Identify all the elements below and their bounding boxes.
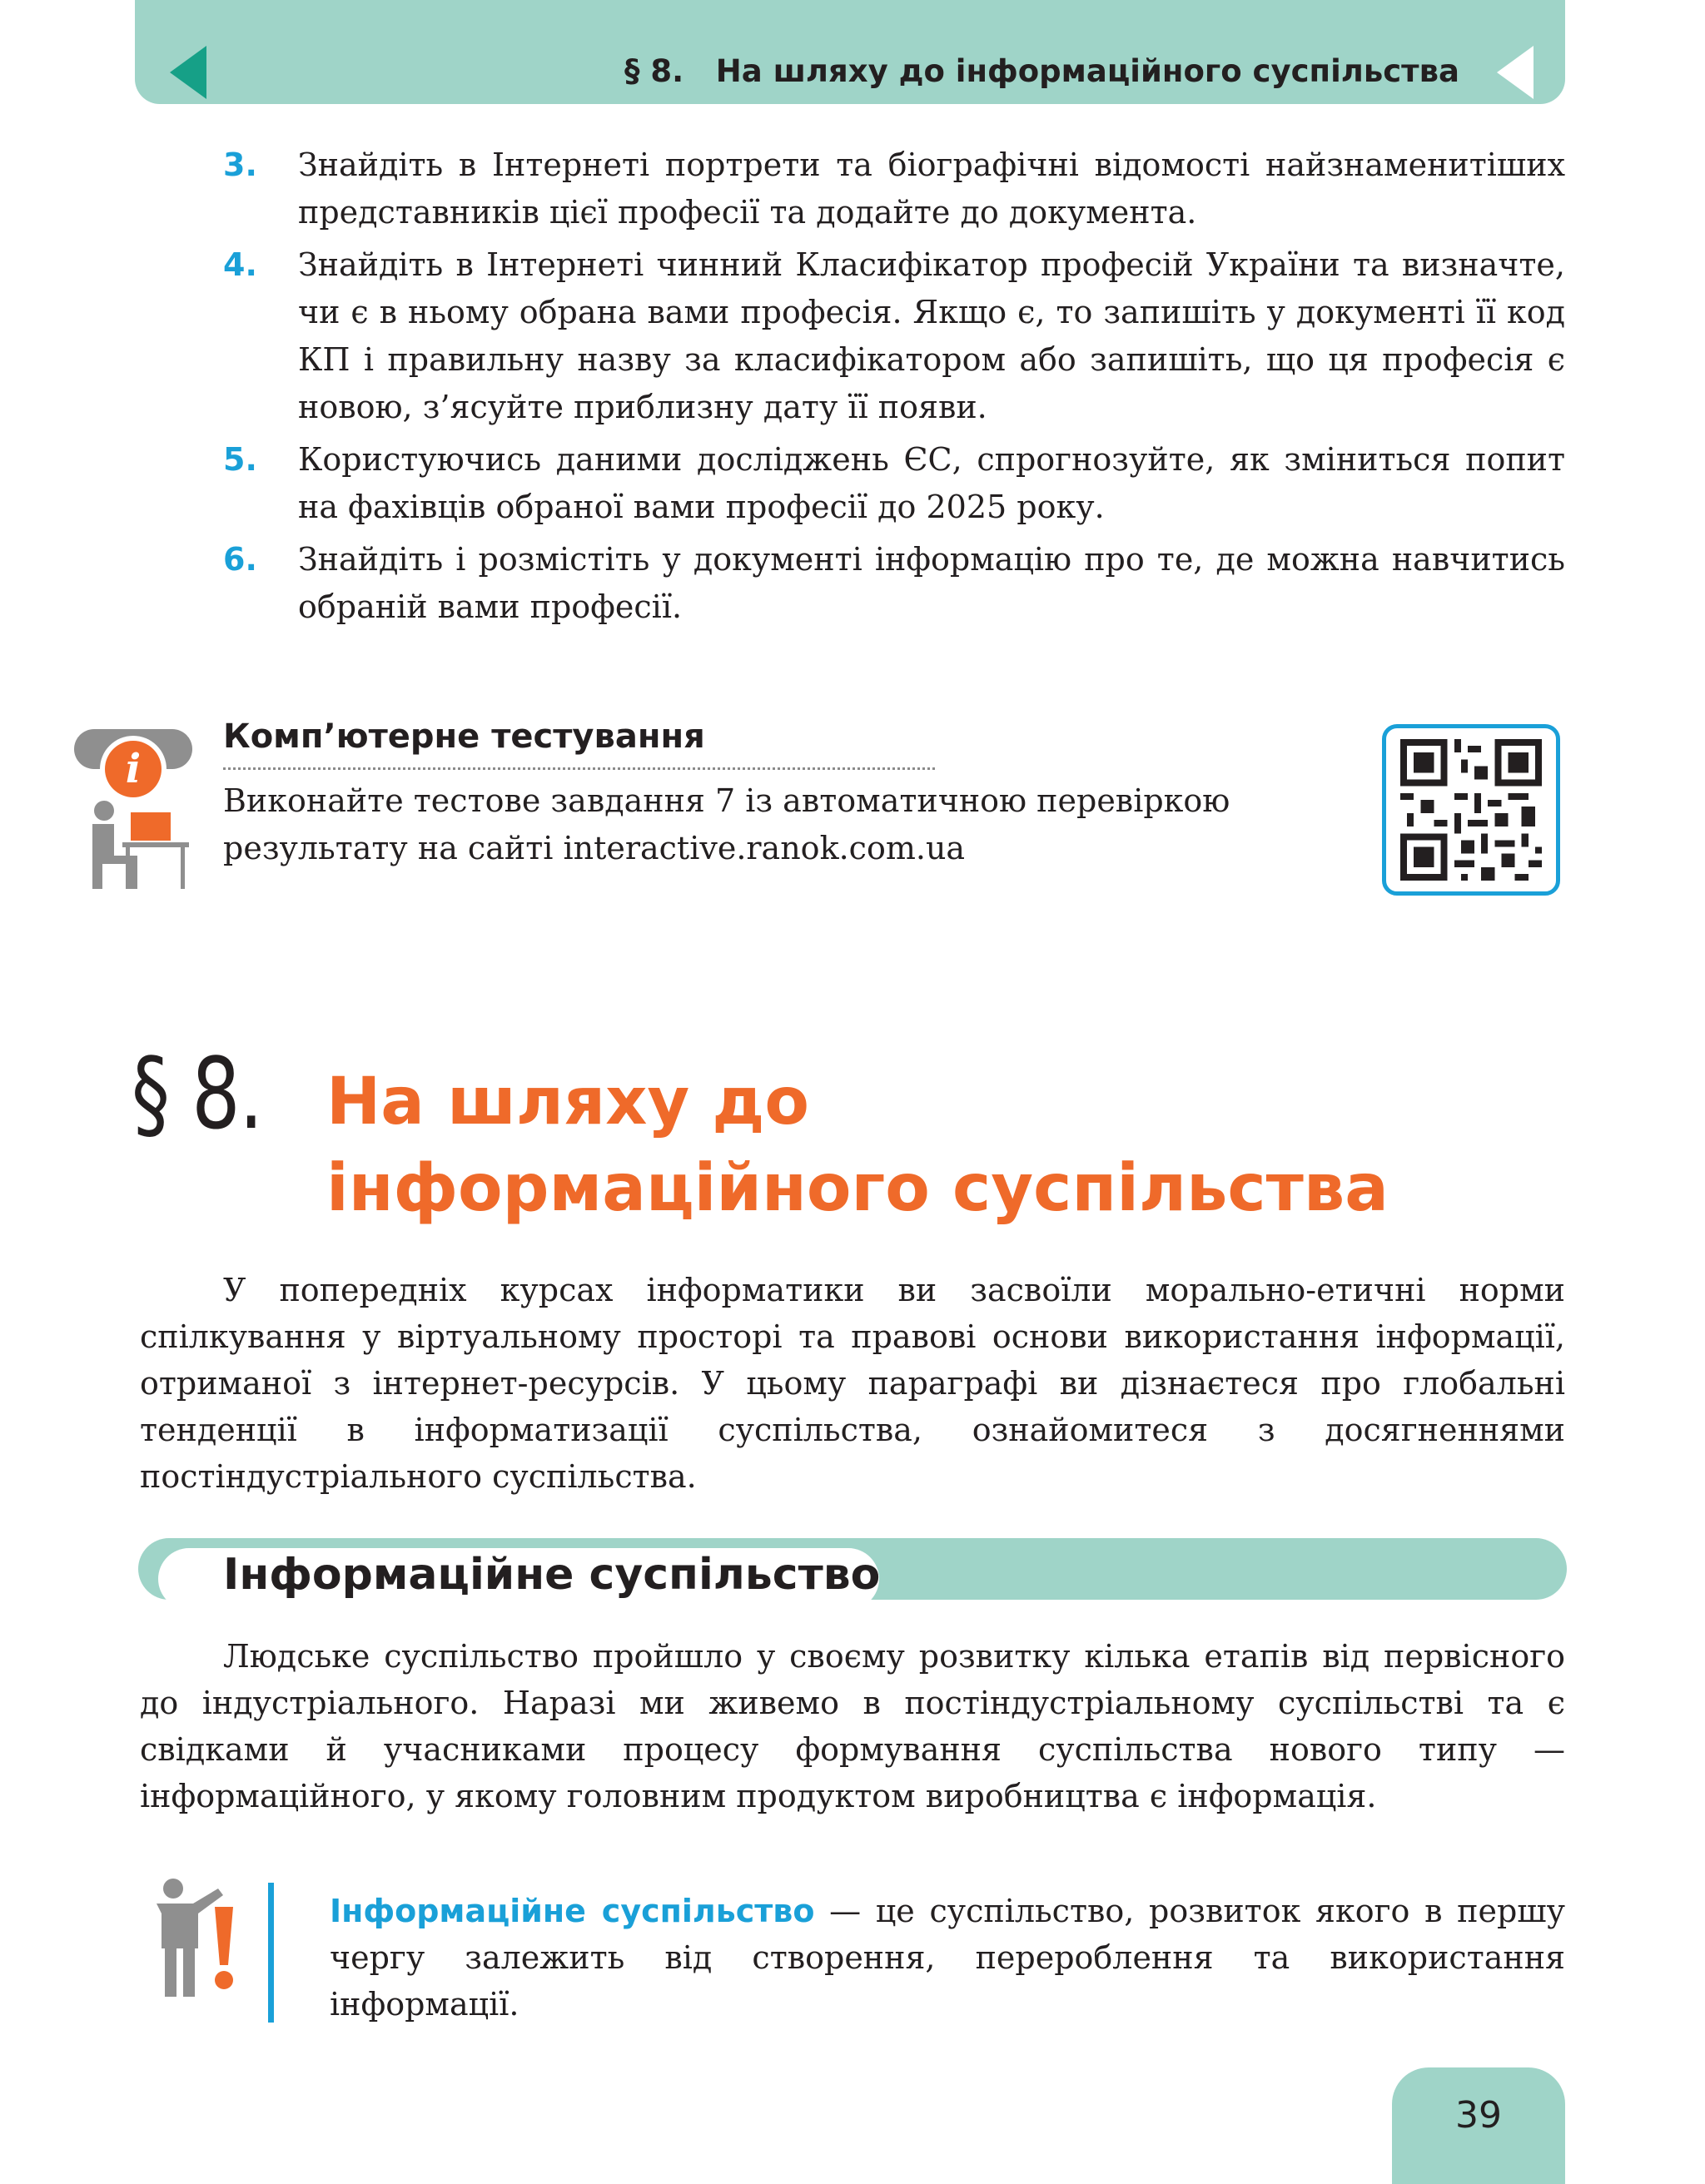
task-number: 6. [223,541,257,578]
definition-text: — це суспільство, розвиток якого в першу чергу залежить від створення, перероблення та використання інформації. [330,1893,1565,2023]
prev-arrow-icon[interactable] [170,46,206,99]
list-item [223,141,1565,236]
task-number: 4. [223,246,257,283]
paragraph-number: § 8. [132,1036,262,1151]
section-title: Інформаційне суспільство [223,1550,881,1600]
definition [330,1888,1565,2028]
computer-test-title: Комп’ютерне тестування [223,717,705,756]
attention-icon [142,1877,241,2001]
list-item [223,536,1565,631]
list-item [223,241,1565,431]
body-paragraph: Людське суспільство пройшло у своєму розвитку кілька етапів від первісного до індустріального. Наразі ми живемо в постіндустріальному суспільстві та є свідками й учасниками процесу формування суспільства нового типу — інформаційного, у якому головним продуктом виробництва є інформація. [140,1638,1565,1814]
task-text: Знайдіть і розмістіть у документі інформацію про те, де можна навчитись обраній вами професії. [298,541,1565,625]
page-number: 39 [1455,2094,1502,2137]
computer-test-icon [71,726,196,896]
dotted-divider [223,767,935,770]
next-arrow-icon[interactable] [1497,46,1534,99]
computer-test-text: Виконайте тестове завдання 7 із автоматичною перевіркою результату на сайті interactive.ranok.com.ua [223,782,1230,866]
page-title: На шляху до інформаційного суспільства [326,1065,1389,1226]
task-text: Знайдіть в Інтернеті чинний Класифікатор професій України та визначте, чи є в ньому обрана вами професія. Якщо є, то запишіть у документі її код КП і правильну назву за класифікатором або запишіть, що ця професія є новою, з’ясуйте приблизну дату її появи. [298,246,1565,425]
running-header-title: § 8. На шляху до інформаційного суспільства [624,53,1459,89]
task-text: Знайдіть в Інтернеті портрети та біографічні відомості найзнаменитіших представників цієї професії та додайте до документа. [298,146,1565,231]
list-item [223,436,1565,531]
task-text: Користуючись даними досліджень ЄС, спрогнозуйте, як зміниться попит на фахівців обраної вами професії до 2025 року. [298,441,1565,525]
intro-paragraph: У попередніх курсах інформатики ви засвоїли морально-етичні норми спілкування у віртуальному просторі та правові основи використання інформації, отриманої з інтернет-ресурсів. У цьому параграфі ви дізнаєтеся про глобальні тенденції в інформатизації суспільства, ознайомитеся з досягненнями постіндустріального суспільства. [140,1272,1565,1495]
task-number: 5. [223,441,257,478]
definition-term: Інформаційне суспільство [330,1893,815,1929]
info-letter: i [125,746,142,792]
qr-code-icon [1400,739,1542,881]
qr-code[interactable] [1382,724,1560,896]
task-number: 3. [223,146,257,183]
task-list [223,141,1565,636]
definition-bar [268,1883,274,2023]
